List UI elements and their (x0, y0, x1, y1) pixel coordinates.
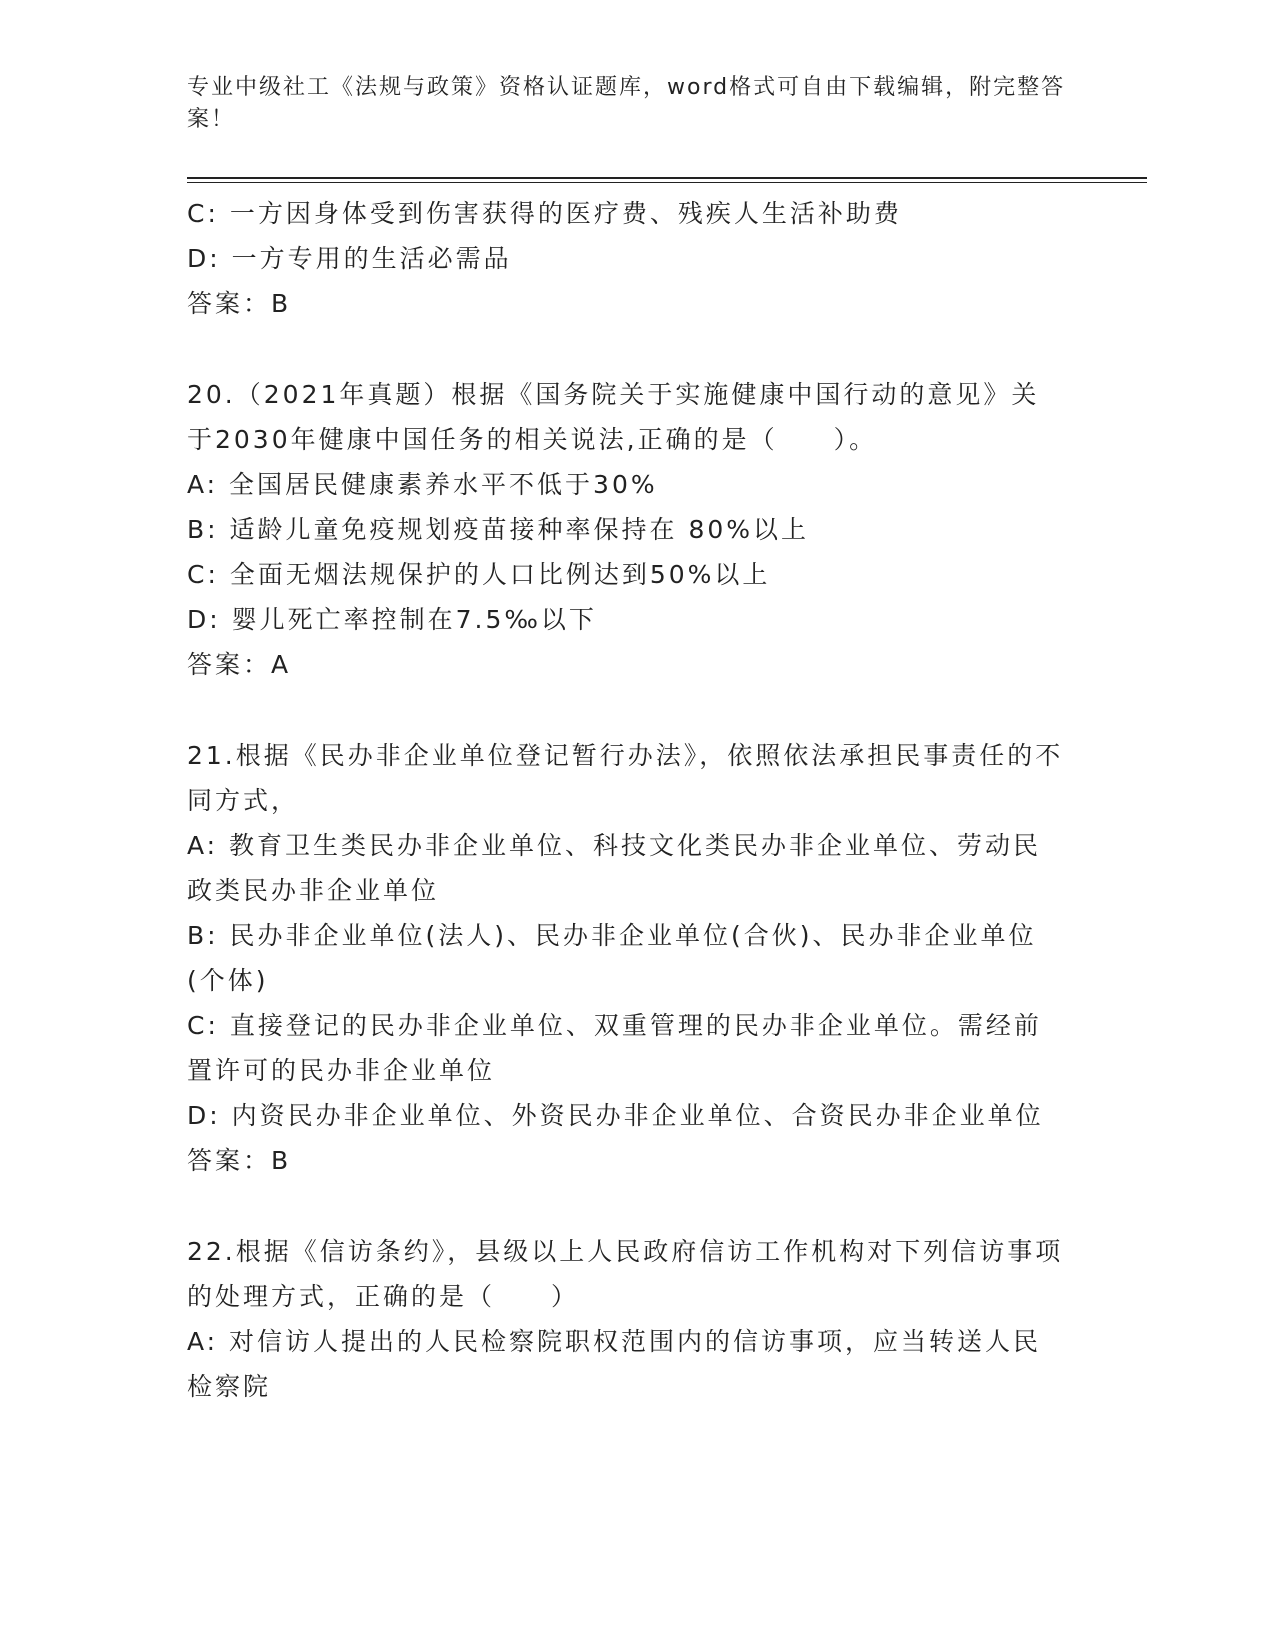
q20-option-b: B: 适龄儿童免疫规划疫苗接种率保持在 80%以上 (187, 515, 810, 544)
header-divider-thick (187, 177, 1147, 179)
q20-option-d: D: 婴儿死亡率控制在7.5‰以下 (187, 605, 597, 634)
q20-option-c: C: 全面无烟法规保护的人口比例达到50%以上 (187, 560, 771, 589)
question-content (187, 191, 1067, 1409)
question-20 (187, 372, 1067, 687)
q21-option-c: C: 直接登记的民办非企业单位、双重管理的民办非企业单位。需经前置许可的民办非企业单位 (187, 1011, 1042, 1085)
q22-option-a: A: 对信访人提出的人民检察院职权范围内的信访事项，应当转送人民检察院 (187, 1327, 1042, 1401)
q20-stem: 20.（2021年真题）根据《国务院关于实施健康中国行动的意见》关于2030年健康中国任务的相关说法,正确的是（ ）。 (187, 380, 1040, 454)
q19-option-c: C: 一方因身体受到伤害获得的医疗费、残疾人生活补助费 (187, 199, 902, 228)
q21-option-b: B: 民办非企业单位(法人)、民办非企业单位(合伙)、民办非企业单位(个体) (187, 921, 1037, 995)
q21-option-a: A: 教育卫生类民办非企业单位、科技文化类民办非企业单位、劳动民政类民办非企业单位 (187, 831, 1042, 905)
header-divider-thin (187, 182, 1147, 183)
q19-answer: 答案：B (187, 289, 292, 318)
q20-answer: 答案：A (187, 650, 292, 679)
q21-option-d: D: 内资民办非企业单位、外资民办非企业单位、合资民办非企业单位 (187, 1101, 1044, 1130)
q20-option-a: A: 全国居民健康素养水平不低于30% (187, 470, 658, 499)
question-21 (187, 733, 1067, 1183)
question-19-tail (187, 191, 1067, 326)
question-22 (187, 1229, 1067, 1409)
q22-stem: 22.根据《信访条约》，县级以上人民政府信访工作机构对下列信访事项的处理方式，正确的是（ ） (187, 1237, 1064, 1311)
q21-answer: 答案：B (187, 1146, 292, 1175)
q19-option-d: D: 一方专用的生活必需品 (187, 244, 512, 273)
q21-stem: 21.根据《民办非企业单位登记暂行办法》，依照依法承担民事责任的不同方式， (187, 741, 1064, 815)
page-header: 专业中级社工《法规与政策》资格认证题库，word格式可自由下载编辑，附完整答案！ (187, 75, 1066, 132)
